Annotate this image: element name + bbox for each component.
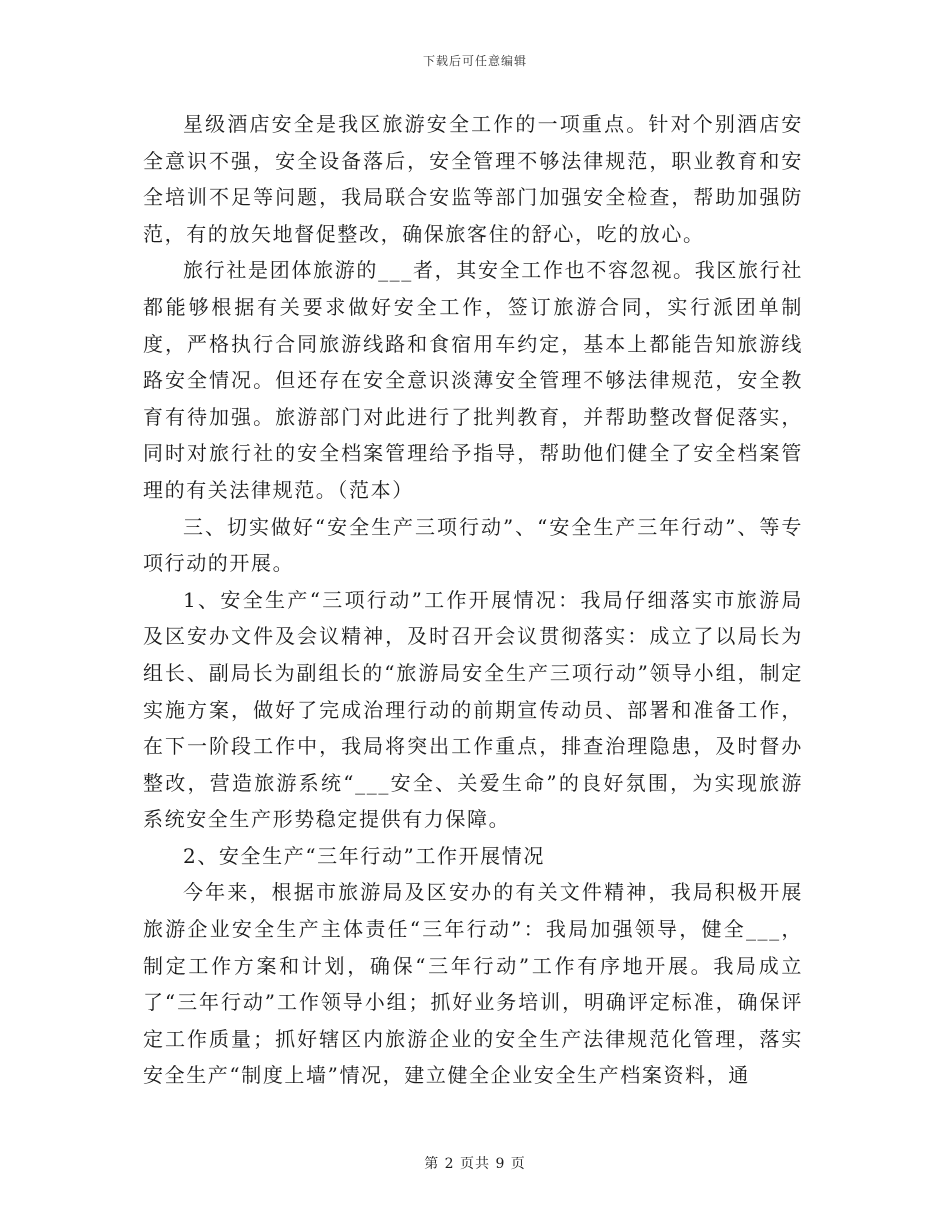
paragraph-three-actions: 1、安全生产“三项行动”工作开展情况：我局仔细落实市旅游局及区安办文件及会议精神，及时召开会议贯彻落实：成立了以局长为组长、副局长为副组长的“旅游局安全生产三项行动”领导小组，制定实施方案，做好了完成治理行动的前期宣传动员、部署和准备工作，在下一阶段工作中，我局将突出工作重点，排查治理隐患，及时督办整改，营造旅游系统“___安全、关爱生命”的良好氛围，为实现旅游系统安全生产形势稳定提供有力保障。: [143, 587, 803, 832]
paragraph-hotel-safety: 星级酒店安全是我区旅游安全工作的一项重点。针对个别酒店安全意识不强，安全设备落后，安全管理不够法律规范，职业教育和安全培训不足等问题，我局联合安监等部门加强安全检查，帮助加强防范，有的放矢地督促整改，确保旅客住的舒心，吃的放心。: [143, 112, 803, 246]
document-body: [143, 106, 803, 1094]
paragraph-three-year-action: 今年来，根据市旅游局及区安办的有关文件精神，我局积极开展旅游企业安全生产主体责任“三年行动”：我局加强领导，健全___，制定工作方案和计划，确保“三年行动”工作有序地开展。我局成立了“三年行动”工作领导小组；抓好业务培训，明确评定标准，确保评定工作质量；抓好辖区内旅游企业的安全生产法律规范化管理，落实安全生产“制度上墙”情况，建立健全企业安全生产档案资料，通: [143, 880, 803, 1088]
paragraph-travel-agency: 旅行社是团体旅游的___者，其安全工作也不容忽视。我区旅行社都能够根据有关要求做好安全工作，签订旅游合同，实行派团单制度，严格执行合同旅游线路和食宿用车约定，基本上都能告知旅游线路安全情况。但还存在安全意识淡薄安全管理不够法律规范，安全教育有待加强。旅游部门对此进行了批判教育，并帮助整改督促落实，同时对旅行社的安全档案管理给予指导，帮助他们健全了安全档案管理的有关法律规范。（范本）: [143, 258, 803, 502]
section-heading-special-actions: 三、切实做好“安全生产三项行动”、“安全生产三年行动”、等专项行动的开展。: [143, 514, 803, 576]
page-number: 第 2 页共 9 页: [424, 1156, 526, 1172]
subheading-three-year-action: 2、安全生产“三年行动”工作开展情况: [183, 843, 545, 868]
page-header: 下载后可任意编辑: [422, 54, 527, 68]
